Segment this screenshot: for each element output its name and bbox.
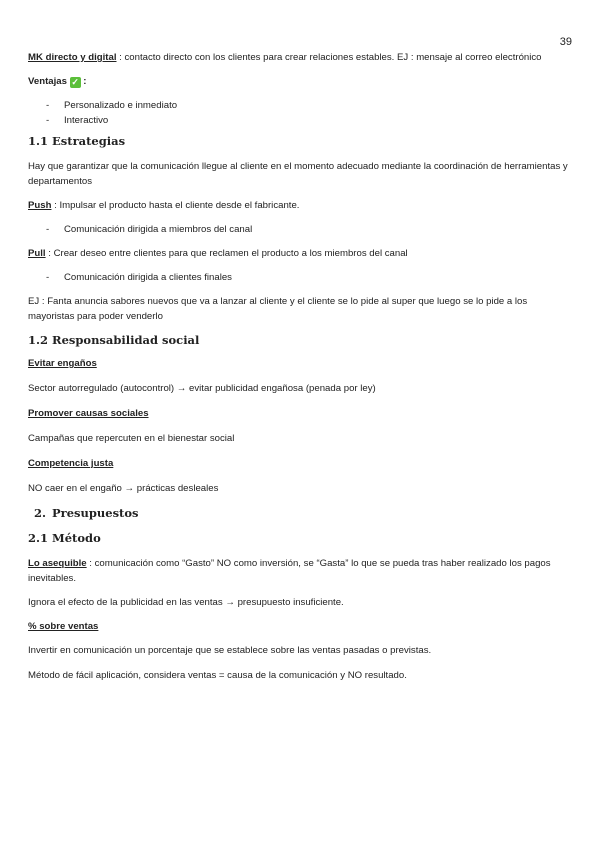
ventajas-label: Ventajas ✓ : xyxy=(28,76,87,87)
ventajas-list xyxy=(28,98,576,128)
mk-term: MK directo y digital xyxy=(28,52,117,63)
heading-responsabilidad: 1.2 Responsabilidad social xyxy=(28,333,200,347)
subheading-pct-ventas: % sobre ventas xyxy=(28,621,99,632)
heading-metodo: 2.1 Método xyxy=(28,531,101,545)
asequible-term: Lo asequible xyxy=(28,558,87,569)
list-item: - Personalizado e inmediato xyxy=(28,98,576,113)
pull-term: Pull xyxy=(28,248,46,259)
mk-paragraph xyxy=(28,50,576,65)
document-body xyxy=(28,50,576,683)
push-list xyxy=(28,222,576,237)
evitar-text: Sector autorregulado (autocontrol) → evitar publicidad engañosa (penada por ley) xyxy=(28,383,376,394)
subheading-competencia: Competencia justa xyxy=(28,458,114,469)
subheading-evitar: Evitar engaños xyxy=(28,358,97,369)
pct-text-1: Invertir en comunicación un porcentaje que se establece sobre las ventas pasadas o previstas. xyxy=(28,645,432,656)
asequible-note: Ignora el efecto de la publicidad en las ventas → presupuesto insuficiente. xyxy=(28,597,344,608)
push-paragraph: Push : Impulsar el producto hasta el cliente desde el fabricante. xyxy=(28,200,300,211)
list-item: - Comunicación dirigida a clientes finales xyxy=(28,270,576,285)
pct-text-2: Método de fácil aplicación, considera ventas = causa de la comunicación y NO resultado. xyxy=(28,670,407,681)
mk-text: : contacto directo con los clientes para crear relaciones estables. EJ : mensaje al correo electrónico xyxy=(116,52,542,63)
competencia-text: NO caer en el engaño → prácticas desleales xyxy=(28,483,219,494)
check-icon: ✓ xyxy=(71,77,79,87)
heading-presupuestos: 2. Presupuestos xyxy=(33,506,139,520)
list-item: - Interactivo xyxy=(28,113,576,128)
fanta-example: EJ : Fanta anuncia sabores nuevos que va a lanzar al cliente y el cliente se lo pide al super que luego se lo pide a los mayoristas para poder venderlo xyxy=(28,296,528,322)
estrategias-intro: Hay que garantizar que la comunicación llegue al cliente en el momento adecuado mediante la coordinación de herramientas y departamentos xyxy=(28,161,568,187)
push-term: Push xyxy=(28,200,52,211)
subheading-promover: Promover causas sociales xyxy=(28,408,149,419)
asequible-paragraph: Lo asequible : comunicación como “Gasto” NO como inversión, se “Gasta” lo que se pueda tras haber realizado los pagos inevitables. xyxy=(28,558,551,584)
page-number: 39 xyxy=(559,36,572,48)
pull-list xyxy=(28,270,576,285)
promover-text: Campañas que repercuten en el bienestar social xyxy=(28,433,235,444)
heading-estrategias: 1.1 Estrategias xyxy=(28,134,126,148)
pull-paragraph: Pull : Crear deseo entre clientes para que reclamen el producto a los miembros del canal xyxy=(28,248,408,259)
list-item: - Comunicación dirigida a miembros del canal xyxy=(28,222,576,237)
